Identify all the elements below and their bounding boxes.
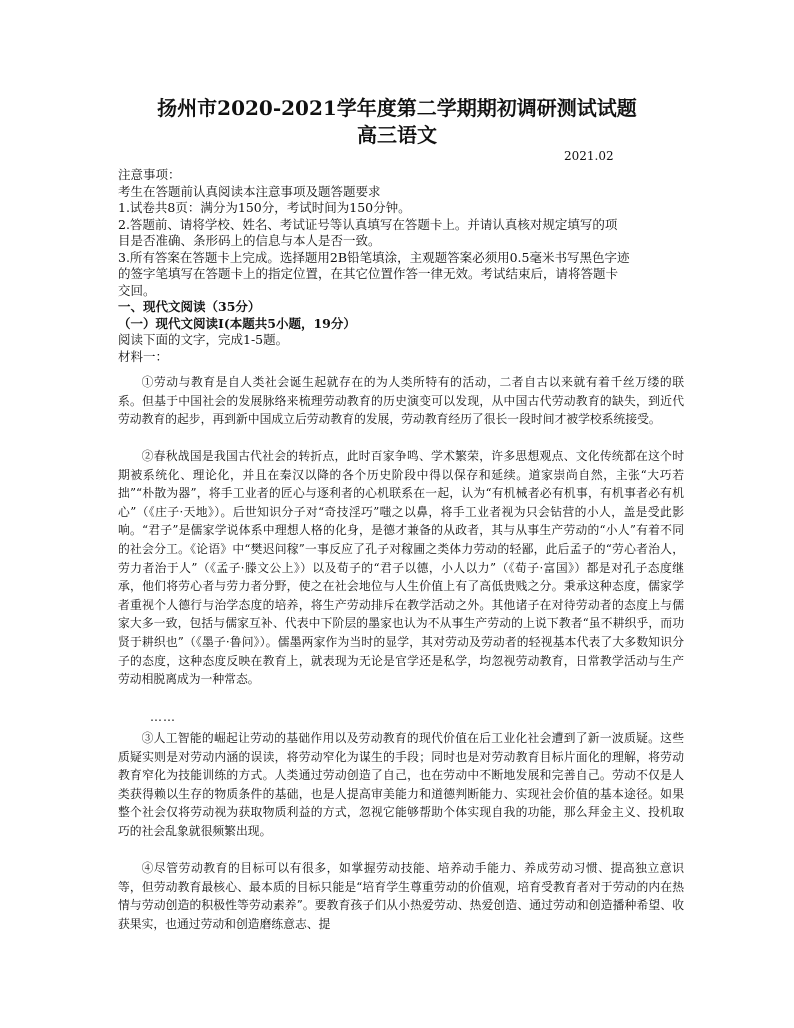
exam-subtitle: 高三语文 [357,123,437,147]
section-subheading: （一）现代文阅读Ⅰ(本题共5小题，19分） [118,315,356,331]
notes-item-3a: 3.所有答案在答题卡上完成。选择题用2B铅笔填涂，主观题答案必须用0.5毫米书写黑色字迹 [118,249,630,265]
notes-item-2a: 2.答题前、请将学校、姓名、考试证号等认真填写在答题卡上。并请认真核对规定填写的项 [118,216,618,232]
paragraph-1 [118,373,684,429]
notes-item-2b: 目是否准确、条形码上的信息与本人是否一致。 [118,233,381,248]
section-heading: 一、现代文阅读（35分） [118,299,261,314]
notes-heading: 注意事项： [118,167,181,182]
notes-block [118,167,684,365]
notes-intro: 考生在答题前认真阅读本注意事项及题答题要求 [118,183,381,199]
paragraph-3-text: ③人工智能的崛起让劳动的基础作用以及劳动教育的现代价值在后工业化社会遭到了新一波质疑。这些质疑实则是对劳动内涵的误读，将劳动窄化为谋生的手段；同时也是对劳动教育目标片面化的理解，将劳动教育窄化为技能训练的方式。人类通过劳动创造了自己，也在劳动中不断地发展和完善自己。劳动不仅是人类获得赖以生存的物质条件的基础，也是人提高审美能力和道德判断能力、实现社会价值的基本途径。如果整个社会仅将劳动视为获取物质利益的方式，忽视它能够帮助个体实现自我的功能，那么拜金主义、投机取巧的社会乱象就很频繁出现。 [118,731,684,838]
notes-item-1: 1.试卷共8页：满分为150分，考试时间为150分钟。 [118,200,411,215]
exam-title: 扬州市2020-2021学年度第二学期期初调研测试试题 [157,96,637,120]
material-label: 材料一： [118,348,169,364]
ellipsis: …… [150,710,176,724]
paragraph-4 [118,859,684,933]
notes-item-3c: 交回。 [118,282,156,298]
paragraph-4-text: ④尽管劳动教育的目标可以有很多，如掌握劳动技能、培养动手能力、养成劳动习惯、提高独立意识等，但劳动教育最核心、最本质的目标只能是“培育学生尊重劳动的价值观，培育受教育者对于劳动的内在热情与劳动创造的积极性等劳动素养”。要教育孩子们从小热爱劳动、热爱创造、通过劳动和创造播种希望、收获果实，也通过劳动和创造磨练意志、提 [118,861,684,931]
paragraph-2 [118,447,684,689]
paragraph-3 [118,729,684,841]
section-instruction: 阅读下面的文字，完成1-5题。 [118,332,289,347]
paragraph-1-text: ①劳动与教育是自人类社会诞生起就存在的为人类所特有的活动，二者自古以来就有着千丝万缕的联系。但基于中国社会的发展脉络来梳理劳动教育的历史演变可以发现，从中国古代劳动教育的缺失，到近代劳动教育的起步，再到新中国成立后劳动教育的发展，劳动教育经历了很长一段时间才被学校系统接受。 [118,375,684,427]
paragraph-2-text: ②春秋战国是我国古代社会的转折点，此时百家争鸣、学术繁荣，许多思想观点、文化传统都在这个时期被系统化、理论化，并且在秦汉以降的各个历史阶段中得以保存和延续。道家崇尚自然，主张“大巧若拙”“朴散为器”，将手工业者的匠心与逐利者的心机联系在一起，认为“有机械者必有机事，有机事者必有机心”（《庄子·天地》）。后世知识分子对“奇技淫巧”嗤之以鼻，将手工业者视为只会钻营的小人，盖是受此影响。“君子”是儒家学说体系中理想人格的化身，是德才兼备的从政者，其与从事生产劳动的“小人”有着不同的社会分工。《论语》中“樊迟问稼”一事反应了孔子对稼圃之类体力劳动的轻鄙，此后孟子的“劳心者治人，劳力者治于人”（《孟子·滕文公上》）以及荀子的“君子以德，小人以力”（《荀子·富国》）都是对孔子态度继承，他们将劳心者与劳力者分野，使之在社会地位与人生价值上有了高低贵贱之分。秉承这种态度，儒家学者重视个人德行与治学态度的培养，将生产劳动排斥在教学活动之外。其他诸子在对待劳动者的态度上与儒家大多一致，包括与儒家互补、代表中下阶层的墨家也认为不从事生产劳动的上说下教者“虽不耕织乎，而功贤于耕织也”（《墨子·鲁问》）。儒墨两家作为当时的显学，其对劳动及劳动者的轻视基本代表了大多数知识分子的态度，这种态度反映在教育上，就表现为无论是官学还是私学，均忽视劳动教育，日常教学活动与生产劳动相脱离成为一种常态。 [118,449,684,687]
exam-date: 2021.02 [564,149,614,163]
notes-item-3b: 的签字笔填写在答题卡上的指定位置，在其它位置作答一律无效。考试结束后，请将答题卡 [118,266,619,281]
